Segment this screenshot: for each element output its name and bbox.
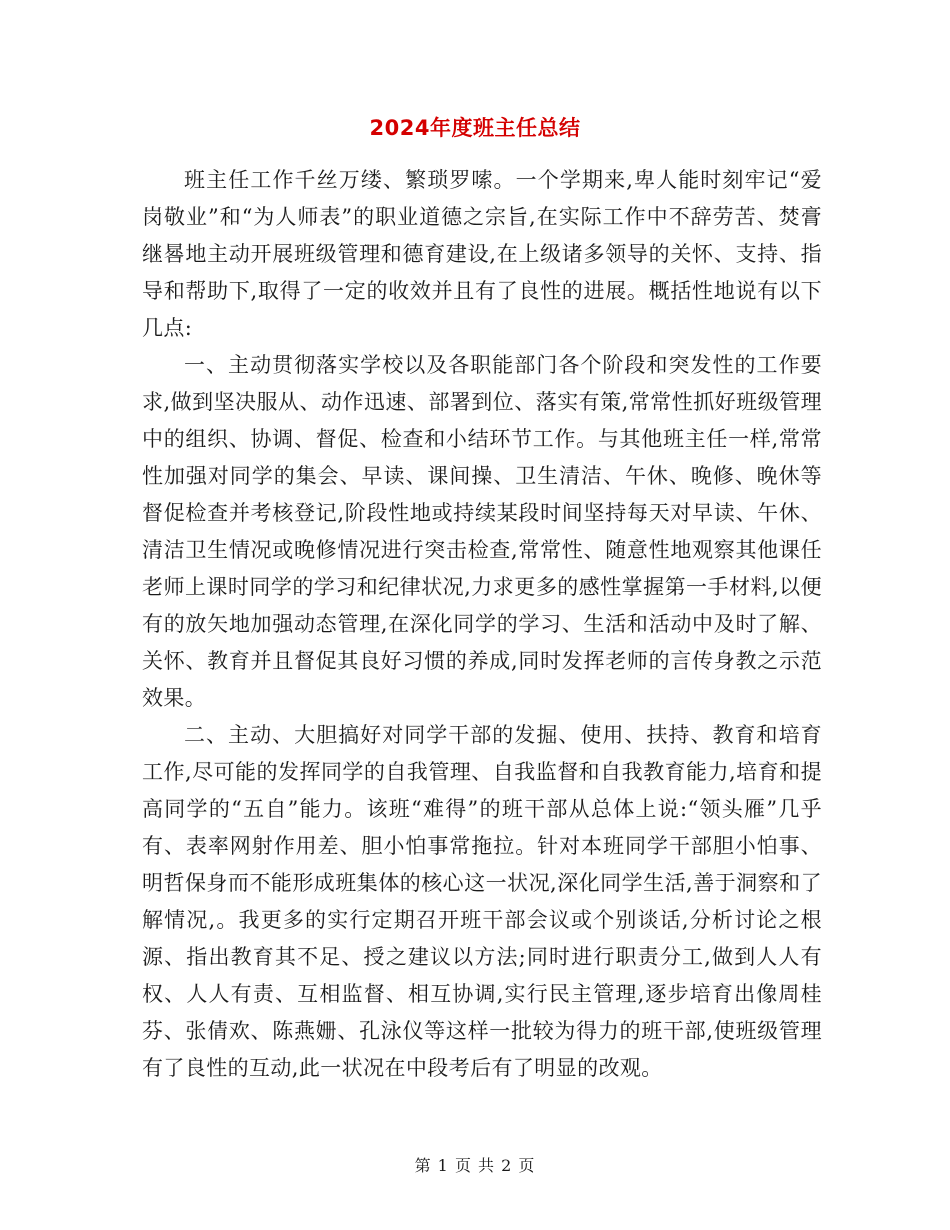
paragraph-point-one: 一、主动贯彻落实学校以及各职能部门各个阶段和突发性的工作要求,做到坚决服从、动作迅速、部署到位、落实有策,常常性抓好班级管理中的组织、协调、督促、检查和小结环节工作。与其他班主任一样,常常性加强对同学的集会、早读、课间操、卫生清洁、午休、晚修、晚休等督促检查并考核登记,阶段性地或持续某段时间坚持每天对早读、午休、清洁卫生情况或晚修情况进行突击检查,常常性、随意性地观察其他课任老师上课时同学的学习和纪律状况,力求更多的感性掌握第一手材料,以便有的放矢地加强动态管理,在深化同学的学习、生活和活动中及时了解、关怀、教育并且督促其良好习惯的养成,同时发挥老师的言传身教之示范效果。: [142, 353, 822, 710]
paragraph-point-two: 二、主动、大胆搞好对同学干部的发掘、使用、扶持、教育和培育工作,尽可能的发挥同学的自我管理、自我监督和自我教育能力,培育和提高同学的“五自”能力。该班“难得”的班干部从总体上说:“领头雁”几乎有、表率网射作用差、胆小怕事常拖拉。针对本班同学干部胆小怕事、明哲保身而不能形成班集体的核心这一状况,深化同学生活,善于洞察和了解情况,。我更多的实行定期召开班干部会议或个别谈话,分析讨论之根源、指出教育其不足、授之建议以方法;同时进行职责分工,做到人人有权、人人有责、互相监督、相互协调,实行民主管理,逐步培育出像周桂芬、张倩欢、陈燕姗、孔泳仪等这样一批较为得力的班干部,使班级管理有了良性的互动,此一状况在中段考后有了明显的改观。: [142, 723, 822, 1080]
document-title: 2024年度班主任总结: [369, 116, 581, 140]
document-body: [142, 162, 822, 1087]
paragraph-intro: 班主任工作千丝万缕、繁琐罗嗦。一个学期来,卑人能时刻牢记“爱岗敬业”和“为人师表”的职业道德之宗旨,在实际工作中不辞劳苦、焚膏继晷地主动开展班级管理和德育建设,在上级诸多领导的关怀、支持、指导和帮助下,取得了一定的收效并且有了良性的进展。概括性地说有以下几点:: [142, 168, 822, 340]
page-footer: 第 1 页 共 2 页: [414, 1156, 536, 1175]
